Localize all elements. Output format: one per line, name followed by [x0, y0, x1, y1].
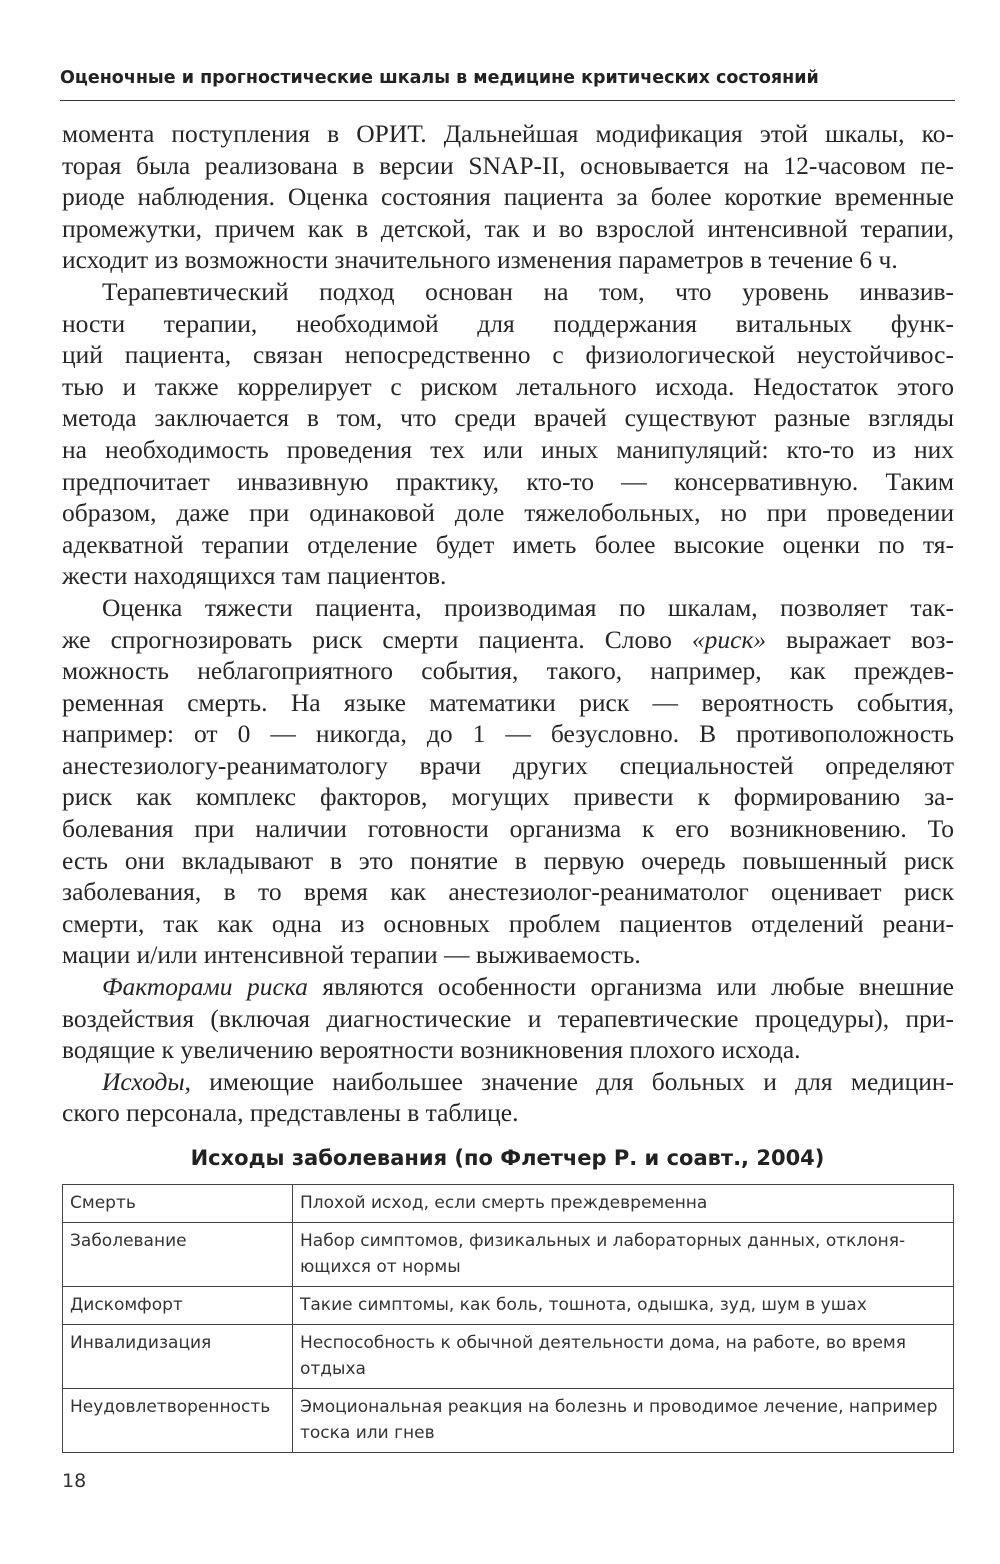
text-line: ций пациента, связан непосредственно с физиологической неустойчивос- [62, 340, 954, 370]
text-line: воздействия (включая диагностические и терапевтические процедуры), при- [62, 1003, 954, 1033]
text-line: можность неблагоприятного события, такого, например, как преждев- [62, 656, 954, 686]
text-line: ского персонала, представлены в таблице. [62, 1098, 519, 1128]
table-cell-definition: Эмоциональная реакция на болезнь и проводимое лечение, например тоска или гнев [293, 1389, 954, 1453]
table-row [63, 1185, 954, 1223]
table-cell-term: Инвалидизация [63, 1325, 293, 1389]
table-title: Исходы заболевания (по Флетчер Р. и соавт., 2004) [190, 1146, 825, 1170]
outcomes-table [62, 1184, 954, 1453]
text-line: риск как комплекс факторов, могущих привести к формированию за- [62, 782, 954, 812]
table-cell-term: Дискомфорт [63, 1287, 293, 1325]
table-cell-definition: Неспособность к обычной деятельности дома, на работе, во время отдыха [293, 1325, 954, 1389]
text-line: тью и также коррелирует с риском летального исхода. Недостаток этого [62, 371, 954, 401]
text-line: ременная смерть. На языке математики риск — вероятность события, [62, 687, 954, 717]
table-row [63, 1287, 954, 1325]
text-line: образом, даже при одинаковой доле тяжелобольных, но при проведении [62, 498, 954, 528]
table-cell-term: Неудовлетворенность [63, 1389, 293, 1453]
body-text [62, 118, 954, 1129]
table-cell-definition: Такие симптомы, как боль, тошнота, одышка, зуд, шум в ушах [293, 1287, 954, 1325]
table-row [63, 1389, 954, 1453]
page-number: 18 [62, 1470, 87, 1492]
text-line: например: от 0 — никогда, до 1 — безусловно. В противоположность [62, 719, 954, 749]
table-cell-term: Смерть [63, 1185, 293, 1223]
text-line: Терапевтический подход основан на том, что уровень инвазив- [102, 276, 954, 306]
text-line: Исходы, имеющие наибольшее значение для больных и для медицин- [102, 1066, 954, 1096]
table-row [63, 1325, 954, 1389]
text-line: анестезиологу-реаниматологу врачи других специальностей определяют [62, 750, 954, 780]
paragraph-5 [62, 1066, 954, 1129]
paragraph-4 [62, 971, 954, 1066]
text-line: метода заключается в том, что среди врачей существуют разные взгляды [62, 403, 954, 433]
paragraph-1 [62, 118, 954, 276]
text-line: же спрогнозировать риск смерти пациента. Слово «риск» выражает воз- [62, 624, 954, 654]
table-cell-definition: Набор симптомов, физикальных и лабораторных данных, отклоня-ющихся от нормы [293, 1223, 954, 1287]
text-line: смерти, так как одна из основных проблем пациентов отделений реани- [62, 908, 954, 938]
table-cell-term: Заболевание [63, 1223, 293, 1287]
text-line: мации и/или интенсивной терапии — выживаемость. [62, 940, 641, 970]
text-line: Факторами риска являются особенности организма или любые внешние [102, 972, 954, 1002]
text-line: момента поступления в ОРИТ. Дальнейшая модификация этой шкалы, ко- [62, 119, 954, 148]
text-line: исходит из возможности значительного изменения параметров в течение 6 ч. [62, 245, 898, 275]
running-header: Оценочные и прогностические шкалы в медицине критических состояний [60, 68, 819, 88]
text-line: ности терапии, необходимой для поддержания витальных функ- [62, 308, 954, 338]
text-line: риоде наблюдения. Оценка состояния пациента за более короткие временные [62, 182, 954, 212]
text-line: Оценка тяжести пациента, производимая по шкалам, позволяет так- [102, 592, 954, 622]
text-line: заболевания, в то время как анестезиолог-реаниматолог оценивает риск [62, 877, 954, 907]
table-cell-definition: Плохой исход, если смерть преждевременна [293, 1185, 954, 1223]
text-line: промежутки, причем как в детской, так и во взрослой интенсивной терапии, [62, 213, 954, 243]
text-line: адекватной терапии отделение будет иметь более высокие оценки по тя- [62, 529, 954, 559]
text-line: жести находящихся там пациентов. [62, 561, 447, 591]
header-rule [60, 100, 955, 101]
paragraph-2 [62, 276, 954, 592]
text-line: торая была реализована в версии SNAP-II, основывается на 12-часовом пе- [62, 150, 954, 180]
text-line: болевания при наличии готовности организма к его возникновению. То [62, 814, 954, 844]
text-line: на необходимость проведения тех или иных манипуляций: кто-то из них [62, 434, 954, 464]
text-line: водящие к увеличению вероятности возникновения плохого исхода. [62, 1035, 801, 1065]
paragraph-3 [62, 592, 954, 971]
text-line: предпочитает инвазивную практику, кто-то — консервативную. Таким [62, 466, 954, 496]
table-row [63, 1223, 954, 1287]
text-line: есть они вкладывают в это понятие в первую очередь повышенный риск [62, 845, 954, 875]
